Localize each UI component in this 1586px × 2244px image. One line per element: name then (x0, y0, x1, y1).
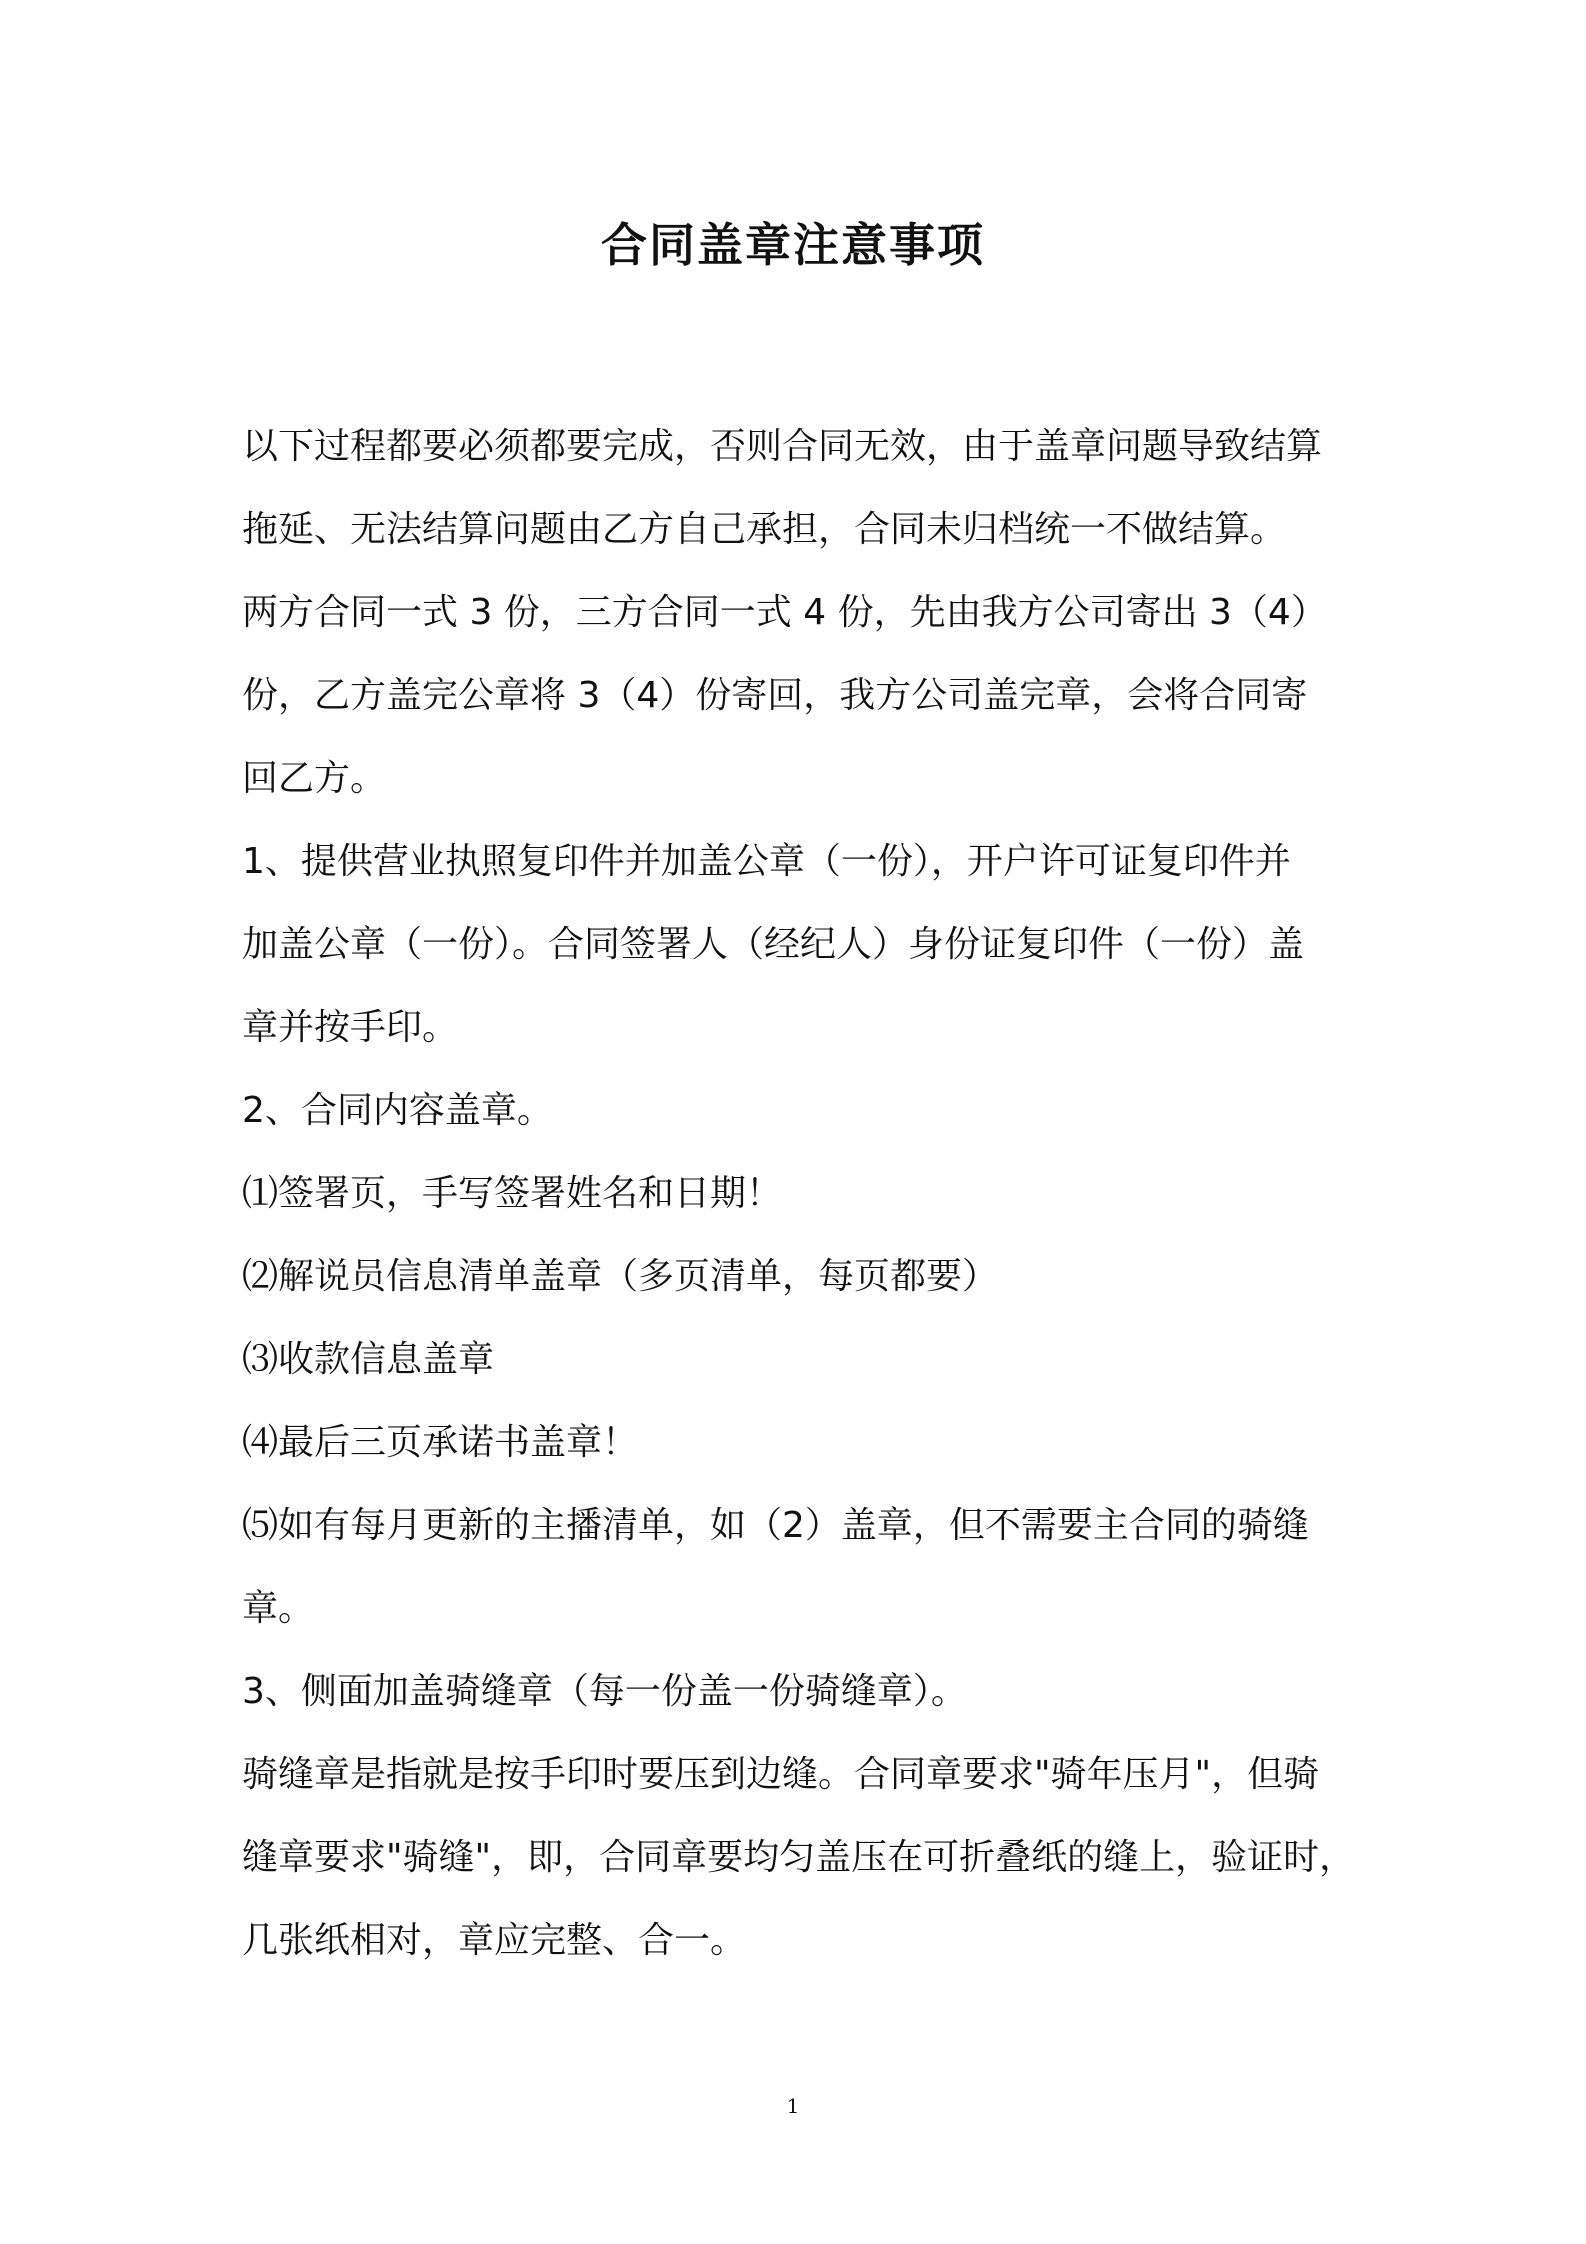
body-line: 骑缝章是指就是按手印时要压到边缝。合同章要求"骑年压月"，但骑 (242, 1754, 1320, 1795)
body-line: 2、合同内容盖章。 (242, 1090, 553, 1131)
body-line: 章并按手印。 (242, 1007, 459, 1048)
body-line: ⑷最后三页承诺书盖章！ (242, 1422, 639, 1463)
page-number: 1 (786, 2094, 800, 2118)
body-line: ⑴签署页，手写签署姓名和日期！ (242, 1173, 783, 1214)
body-line: 加盖公章（一份）。合同签署人（经纪人）身份证复印件（一份）盖 (242, 924, 1305, 965)
body-line: 3、侧面加盖骑缝章（每一份盖一份骑缝章）。 (242, 1671, 967, 1712)
body-line: 缝章要求"骑缝"，即，合同章要均匀盖压在可折叠纸的缝上，验证时， (242, 1837, 1356, 1878)
body-line: ⑸如有每月更新的主播清单，如（2）盖章，但不需要主合同的骑缝 (242, 1505, 1309, 1546)
body-line: 1、提供营业执照复印件并加盖公章（一份），开户许可证复印件并 (242, 841, 1291, 882)
body-line: 拖延、无法结算问题由乙方自己承担，合同未归档统一不做结算。 (242, 509, 1287, 550)
body-line: 以下过程都要必须都要完成，否则合同无效，由于盖章问题导致结算 (242, 426, 1323, 467)
body-line: 两方合同一式 3 份，三方合同一式 4 份，先由我方公司寄出 3（4） (242, 592, 1327, 633)
document-title: 合同盖章注意事项 (601, 218, 985, 272)
body-line: 回乙方。 (242, 758, 387, 799)
document-body (242, 405, 1362, 1982)
body-line: 几张纸相对，章应完整、合一。 (242, 1920, 747, 1961)
body-line: ⑶收款信息盖章 (242, 1339, 495, 1380)
body-line: 章。 (242, 1588, 315, 1629)
body-line: ⑵解说员信息清单盖章（多页清单，每页都要） (242, 1256, 999, 1297)
body-line: 份，乙方盖完公章将 3（4）份寄回，我方公司盖完章，会将合同寄 (242, 675, 1308, 716)
